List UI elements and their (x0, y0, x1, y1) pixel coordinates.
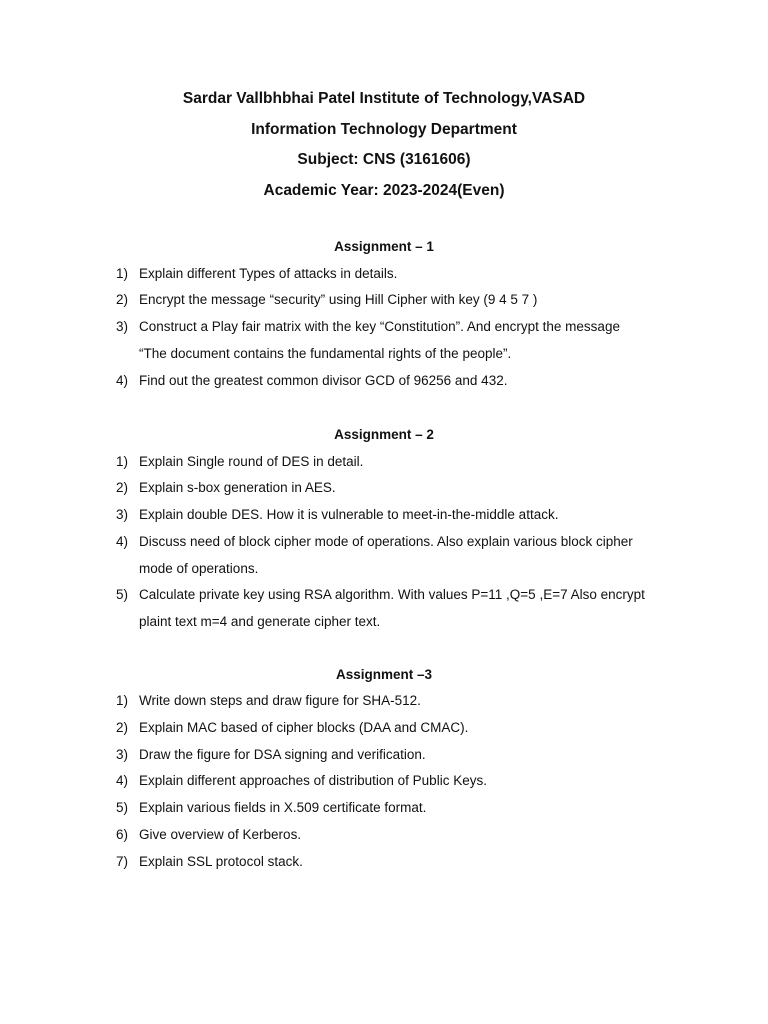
question-text: Calculate private key using RSA algorithm. With values P=11 ,Q=5 ,E=7 Also encrypt (139, 587, 645, 603)
question-item (0, 746, 768, 773)
question-text: “The document contains the fundamental rights of the people”. (139, 345, 512, 361)
question-number: 4) (116, 533, 129, 549)
question-number: 4) (116, 773, 129, 789)
question-item (0, 533, 768, 560)
question-number: 5) (116, 800, 129, 816)
question-text: Explain different approaches of distribution of Public Keys. (139, 773, 487, 789)
question-text: Explain various fields in X.509 certificate format. (139, 800, 427, 816)
question-number: 1) (116, 265, 129, 281)
question-item (0, 453, 768, 480)
question-text: Explain SSL protocol stack. (139, 853, 303, 869)
assignment-2-title: Assignment – 2 (334, 427, 434, 442)
question-item (0, 692, 768, 719)
question-text: Discuss need of block cipher mode of operations. Also explain various block cipher (139, 533, 633, 549)
document-header (0, 88, 768, 211)
question-item (0, 772, 768, 799)
question-text: mode of operations. (139, 560, 259, 576)
institute-name: Sardar Vallbhbhai Patel Institute of Technology,VASAD (182, 90, 586, 107)
question-item (0, 853, 768, 880)
question-text: Find out the greatest common divisor GCD of 96256 and 432. (139, 372, 508, 388)
academic-year-line: Academic Year: 2023-2024(Even) (263, 182, 505, 200)
question-text: Give overview of Kerberos. (139, 826, 302, 842)
assignment-3-title: Assignment –3 (335, 667, 433, 682)
question-number: 2) (116, 480, 129, 496)
question-number: 7) (116, 853, 129, 869)
assignment-1-questions (0, 265, 768, 399)
question-item (0, 506, 768, 533)
department-name: Information Technology Department (251, 120, 517, 138)
question-text: plaint text m=4 and generate cipher text. (139, 614, 381, 630)
question-item (0, 291, 768, 318)
assignment-1-title: Assignment – 1 (334, 239, 434, 254)
question-number: 3) (116, 319, 129, 335)
question-text: Construct a Play fair matrix with the key “Constitution”. And encrypt the message (139, 319, 620, 335)
subject-line: Subject: CNS (3161606) (297, 151, 471, 169)
question-item (0, 586, 768, 613)
question-text: Explain different Types of attacks in details. (139, 265, 398, 281)
question-item (0, 719, 768, 746)
question-text: Explain s-box generation in AES. (139, 480, 336, 496)
question-text: Draw the figure for DSA signing and verification. (139, 746, 426, 762)
assignment-2-questions (0, 453, 768, 641)
question-item (0, 265, 768, 292)
question-number: 6) (116, 826, 129, 842)
question-number: 5) (116, 587, 129, 603)
question-item (0, 318, 768, 345)
assignment-3-questions (0, 692, 768, 880)
question-continuation (0, 613, 768, 640)
question-text: Explain MAC based of cipher blocks (DAA and CMAC). (139, 719, 469, 735)
question-text: Explain double DES. How it is vulnerable to meet-in-the-middle attack. (139, 507, 559, 523)
question-number: 2) (116, 292, 129, 308)
question-number: 1) (116, 453, 129, 469)
question-item (0, 372, 768, 399)
question-text: Write down steps and draw figure for SHA-512. (139, 693, 421, 708)
question-continuation (0, 560, 768, 587)
question-item (0, 799, 768, 826)
question-item (0, 826, 768, 853)
question-text: Encrypt the message “security” using Hill Cipher with key (9 4 5 7 ) (139, 292, 538, 308)
question-continuation (0, 345, 768, 372)
question-number: 3) (116, 507, 129, 523)
question-number: 3) (116, 746, 129, 762)
question-number: 1) (116, 693, 129, 708)
question-text: Explain Single round of DES in detail. (139, 453, 364, 469)
question-number: 2) (116, 719, 129, 735)
question-number: 4) (116, 372, 129, 388)
question-item (0, 479, 768, 506)
